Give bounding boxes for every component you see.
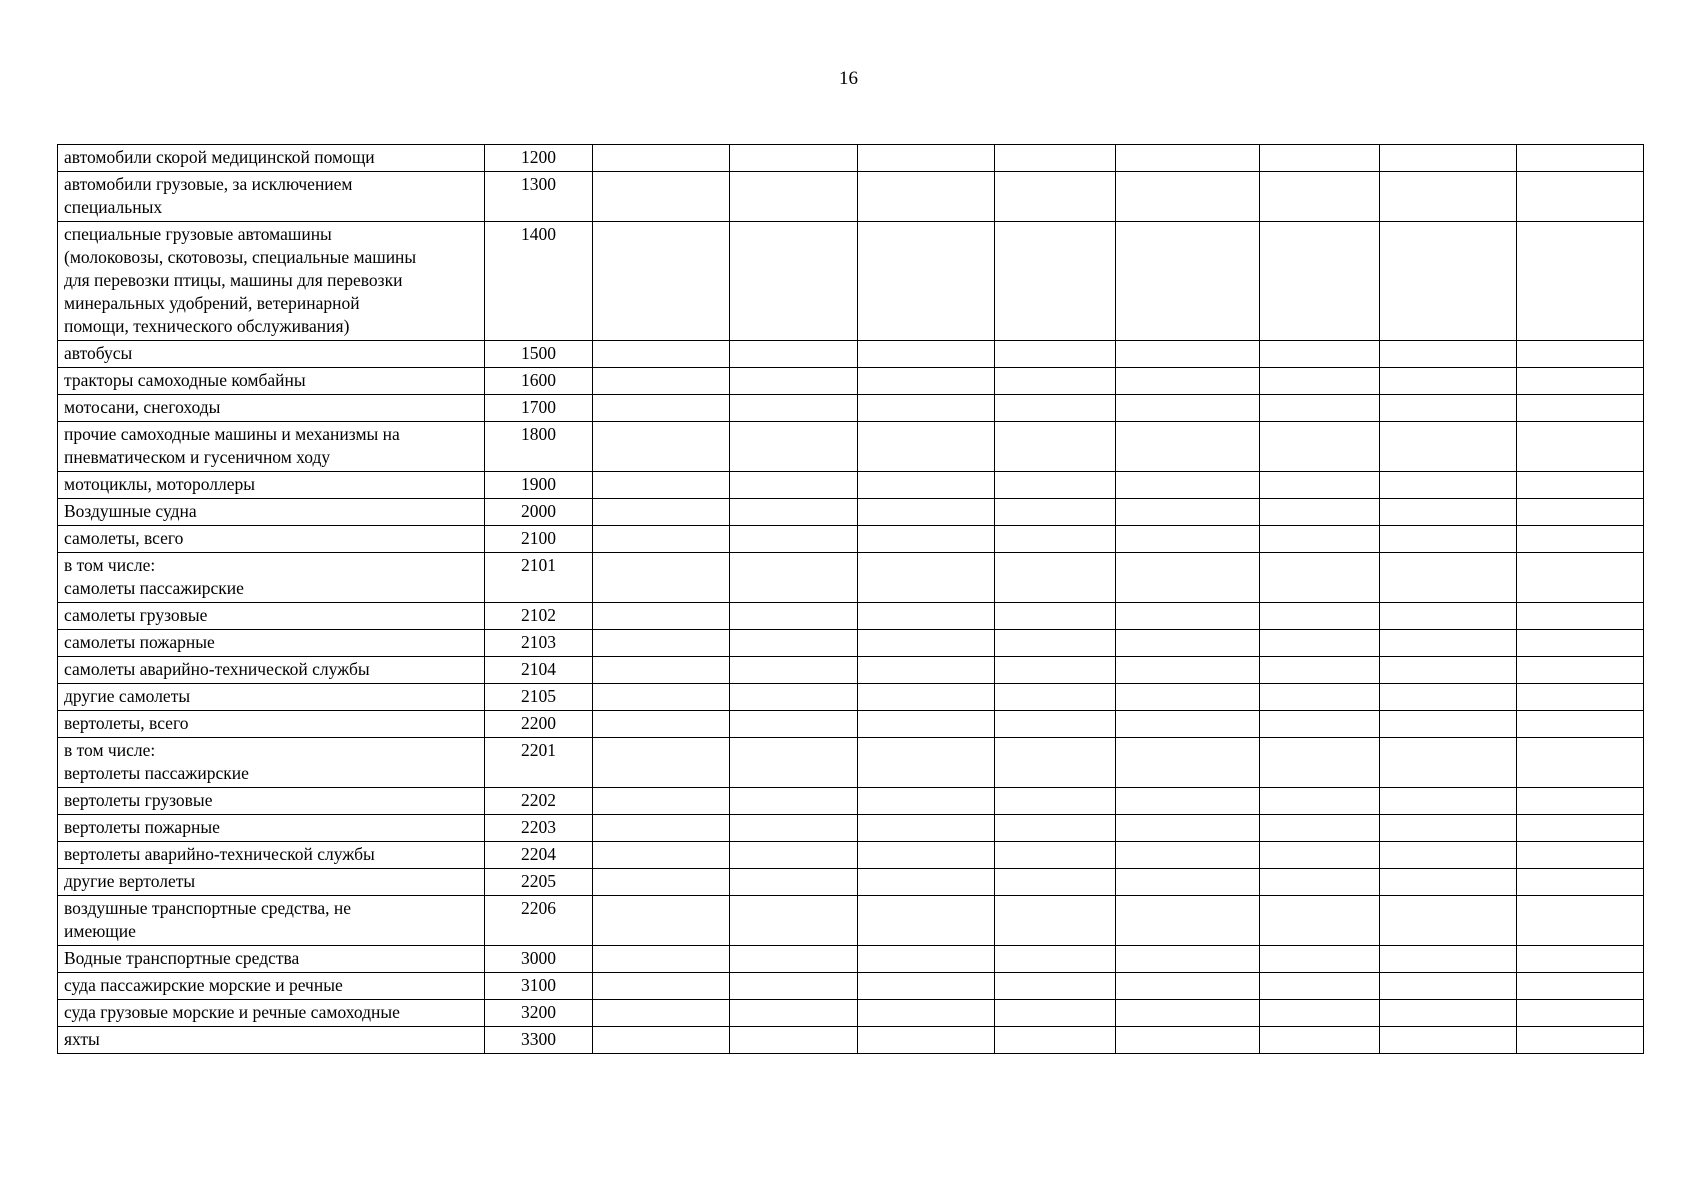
empty-value-cell bbox=[995, 472, 1116, 499]
row-code-cell: 3300 bbox=[485, 1027, 593, 1054]
empty-value-cell bbox=[730, 553, 858, 603]
empty-value-cell bbox=[593, 711, 730, 738]
row-code-cell: 1300 bbox=[485, 172, 593, 222]
empty-value-cell bbox=[593, 499, 730, 526]
table-row bbox=[58, 657, 1644, 684]
empty-value-cell bbox=[593, 172, 730, 222]
empty-value-cell bbox=[730, 657, 858, 684]
empty-value-cell bbox=[1380, 684, 1517, 711]
empty-value-cell bbox=[858, 657, 995, 684]
empty-value-cell bbox=[1517, 842, 1644, 869]
empty-value-cell bbox=[1517, 973, 1644, 1000]
row-code-cell: 1200 bbox=[485, 145, 593, 172]
empty-value-cell bbox=[730, 395, 858, 422]
row-name-cell: Водные транспортные средства bbox=[58, 946, 485, 973]
table-row bbox=[58, 553, 1644, 603]
empty-value-cell bbox=[1517, 896, 1644, 946]
empty-value-cell bbox=[1260, 395, 1380, 422]
row-name-cell: Воздушные судна bbox=[58, 499, 485, 526]
empty-value-cell bbox=[858, 553, 995, 603]
empty-value-cell bbox=[858, 684, 995, 711]
empty-value-cell bbox=[995, 1000, 1116, 1027]
empty-value-cell bbox=[1260, 1027, 1380, 1054]
empty-value-cell bbox=[1260, 341, 1380, 368]
empty-value-cell bbox=[1517, 788, 1644, 815]
row-code-cell: 2101 bbox=[485, 553, 593, 603]
row-code-cell: 2000 bbox=[485, 499, 593, 526]
empty-value-cell bbox=[1260, 684, 1380, 711]
empty-value-cell bbox=[1517, 1027, 1644, 1054]
empty-value-cell bbox=[1260, 711, 1380, 738]
empty-value-cell bbox=[730, 711, 858, 738]
empty-value-cell bbox=[730, 788, 858, 815]
empty-value-cell bbox=[1116, 896, 1260, 946]
empty-value-cell bbox=[1260, 145, 1380, 172]
empty-value-cell bbox=[858, 472, 995, 499]
empty-value-cell bbox=[593, 946, 730, 973]
empty-value-cell bbox=[1116, 341, 1260, 368]
empty-value-cell bbox=[1260, 526, 1380, 553]
empty-value-cell bbox=[1116, 946, 1260, 973]
empty-value-cell bbox=[1116, 395, 1260, 422]
empty-value-cell bbox=[1380, 842, 1517, 869]
empty-value-cell bbox=[1116, 869, 1260, 896]
row-name-cell: самолеты пожарные bbox=[58, 630, 485, 657]
empty-value-cell bbox=[730, 1000, 858, 1027]
empty-value-cell bbox=[730, 869, 858, 896]
empty-value-cell bbox=[730, 630, 858, 657]
empty-value-cell bbox=[1260, 815, 1380, 842]
empty-value-cell bbox=[593, 526, 730, 553]
empty-value-cell bbox=[1116, 973, 1260, 1000]
empty-value-cell bbox=[858, 815, 995, 842]
row-code-cell: 1400 bbox=[485, 222, 593, 341]
empty-value-cell bbox=[1517, 711, 1644, 738]
empty-value-cell bbox=[1260, 603, 1380, 630]
empty-value-cell bbox=[858, 788, 995, 815]
empty-value-cell bbox=[1517, 657, 1644, 684]
empty-value-cell bbox=[1380, 788, 1517, 815]
table-row bbox=[58, 395, 1644, 422]
row-code-cell: 1700 bbox=[485, 395, 593, 422]
row-name-cell: прочие самоходные машины и механизмы на пневматическом и гусеничном ходу bbox=[58, 422, 485, 472]
empty-value-cell bbox=[995, 973, 1116, 1000]
row-name-cell: самолеты, всего bbox=[58, 526, 485, 553]
page-number: 16 bbox=[839, 68, 858, 89]
empty-value-cell bbox=[1380, 1000, 1517, 1027]
table-row bbox=[58, 738, 1644, 788]
row-name-cell: суда пассажирские морские и речные bbox=[58, 973, 485, 1000]
table-row bbox=[58, 842, 1644, 869]
empty-value-cell bbox=[858, 526, 995, 553]
empty-value-cell bbox=[1116, 711, 1260, 738]
empty-value-cell bbox=[730, 145, 858, 172]
empty-value-cell bbox=[1380, 172, 1517, 222]
row-code-cell: 2103 bbox=[485, 630, 593, 657]
empty-value-cell bbox=[858, 1027, 995, 1054]
table-row bbox=[58, 603, 1644, 630]
table-body bbox=[58, 145, 1644, 1054]
empty-value-cell bbox=[730, 472, 858, 499]
empty-value-cell bbox=[858, 145, 995, 172]
table-row bbox=[58, 815, 1644, 842]
empty-value-cell bbox=[995, 815, 1116, 842]
empty-value-cell bbox=[858, 973, 995, 1000]
empty-value-cell bbox=[593, 1000, 730, 1027]
empty-value-cell bbox=[1380, 395, 1517, 422]
row-code-cell: 2204 bbox=[485, 842, 593, 869]
empty-value-cell bbox=[730, 684, 858, 711]
empty-value-cell bbox=[1116, 630, 1260, 657]
empty-value-cell bbox=[1380, 1027, 1517, 1054]
row-code-cell: 1800 bbox=[485, 422, 593, 472]
empty-value-cell bbox=[1116, 842, 1260, 869]
empty-value-cell bbox=[858, 395, 995, 422]
empty-value-cell bbox=[1517, 341, 1644, 368]
table-row bbox=[58, 422, 1644, 472]
empty-value-cell bbox=[593, 472, 730, 499]
empty-value-cell bbox=[1260, 1000, 1380, 1027]
empty-value-cell bbox=[995, 422, 1116, 472]
row-code-cell: 3200 bbox=[485, 1000, 593, 1027]
empty-value-cell bbox=[1517, 422, 1644, 472]
empty-value-cell bbox=[995, 1027, 1116, 1054]
empty-value-cell bbox=[995, 684, 1116, 711]
empty-value-cell bbox=[593, 657, 730, 684]
empty-value-cell bbox=[858, 499, 995, 526]
empty-value-cell bbox=[1380, 973, 1517, 1000]
empty-value-cell bbox=[1517, 684, 1644, 711]
empty-value-cell bbox=[1380, 526, 1517, 553]
empty-value-cell bbox=[1380, 368, 1517, 395]
empty-value-cell bbox=[1116, 368, 1260, 395]
empty-value-cell bbox=[1116, 657, 1260, 684]
empty-value-cell bbox=[858, 172, 995, 222]
empty-value-cell bbox=[995, 395, 1116, 422]
empty-value-cell bbox=[730, 222, 858, 341]
empty-value-cell bbox=[995, 869, 1116, 896]
empty-value-cell bbox=[593, 1027, 730, 1054]
row-code-cell: 2202 bbox=[485, 788, 593, 815]
empty-value-cell bbox=[1260, 973, 1380, 1000]
empty-value-cell bbox=[1116, 472, 1260, 499]
table-row bbox=[58, 145, 1644, 172]
empty-value-cell bbox=[730, 422, 858, 472]
empty-value-cell bbox=[730, 499, 858, 526]
row-name-cell: мотосани, снегоходы bbox=[58, 395, 485, 422]
row-name-cell: специальные грузовые автомашины (молоковозы, скотовозы, специальные машины для перевозки птицы, машины для перевозки минеральных удобрений, ветеринарной помощи, технического обслуживания) bbox=[58, 222, 485, 341]
empty-value-cell bbox=[1517, 145, 1644, 172]
empty-value-cell bbox=[858, 368, 995, 395]
empty-value-cell bbox=[1517, 630, 1644, 657]
empty-value-cell bbox=[1380, 657, 1517, 684]
row-code-cell: 1500 bbox=[485, 341, 593, 368]
empty-value-cell bbox=[593, 896, 730, 946]
empty-value-cell bbox=[730, 738, 858, 788]
empty-value-cell bbox=[1260, 630, 1380, 657]
empty-value-cell bbox=[858, 222, 995, 341]
empty-value-cell bbox=[1116, 422, 1260, 472]
empty-value-cell bbox=[995, 842, 1116, 869]
empty-value-cell bbox=[1116, 1000, 1260, 1027]
empty-value-cell bbox=[593, 842, 730, 869]
empty-value-cell bbox=[593, 869, 730, 896]
row-name-cell: самолеты грузовые bbox=[58, 603, 485, 630]
empty-value-cell bbox=[1517, 869, 1644, 896]
empty-value-cell bbox=[1517, 1000, 1644, 1027]
empty-value-cell bbox=[1517, 553, 1644, 603]
empty-value-cell bbox=[1260, 788, 1380, 815]
empty-value-cell bbox=[1517, 815, 1644, 842]
empty-value-cell bbox=[1116, 788, 1260, 815]
empty-value-cell bbox=[730, 973, 858, 1000]
empty-value-cell bbox=[995, 145, 1116, 172]
empty-value-cell bbox=[593, 788, 730, 815]
empty-value-cell bbox=[1116, 145, 1260, 172]
empty-value-cell bbox=[1116, 815, 1260, 842]
empty-value-cell bbox=[1380, 553, 1517, 603]
empty-value-cell bbox=[1380, 422, 1517, 472]
row-name-cell: вертолеты грузовые bbox=[58, 788, 485, 815]
row-code-cell: 3100 bbox=[485, 973, 593, 1000]
table-row bbox=[58, 526, 1644, 553]
empty-value-cell bbox=[858, 869, 995, 896]
empty-value-cell bbox=[858, 738, 995, 788]
empty-value-cell bbox=[730, 603, 858, 630]
empty-value-cell bbox=[1260, 172, 1380, 222]
empty-value-cell bbox=[593, 684, 730, 711]
table-row bbox=[58, 684, 1644, 711]
empty-value-cell bbox=[858, 946, 995, 973]
empty-value-cell bbox=[593, 222, 730, 341]
row-code-cell: 1900 bbox=[485, 472, 593, 499]
empty-value-cell bbox=[1517, 738, 1644, 788]
row-name-cell: другие вертолеты bbox=[58, 869, 485, 896]
empty-value-cell bbox=[858, 341, 995, 368]
row-name-cell: в том числе: вертолеты пассажирские bbox=[58, 738, 485, 788]
empty-value-cell bbox=[858, 1000, 995, 1027]
empty-value-cell bbox=[1380, 145, 1517, 172]
empty-value-cell bbox=[1380, 630, 1517, 657]
empty-value-cell bbox=[995, 222, 1116, 341]
empty-value-cell bbox=[1517, 526, 1644, 553]
empty-value-cell bbox=[1116, 738, 1260, 788]
empty-value-cell bbox=[1380, 222, 1517, 341]
empty-value-cell bbox=[1260, 553, 1380, 603]
row-name-cell: автомобили скорой медицинской помощи bbox=[58, 145, 485, 172]
row-name-cell: суда грузовые морские и речные самоходные bbox=[58, 1000, 485, 1027]
empty-value-cell bbox=[1116, 172, 1260, 222]
empty-value-cell bbox=[593, 973, 730, 1000]
empty-value-cell bbox=[730, 842, 858, 869]
table-row bbox=[58, 973, 1644, 1000]
empty-value-cell bbox=[1380, 711, 1517, 738]
row-code-cell: 2206 bbox=[485, 896, 593, 946]
empty-value-cell bbox=[1116, 222, 1260, 341]
empty-value-cell bbox=[995, 172, 1116, 222]
empty-value-cell bbox=[1517, 395, 1644, 422]
empty-value-cell bbox=[1260, 946, 1380, 973]
row-code-cell: 2104 bbox=[485, 657, 593, 684]
empty-value-cell bbox=[1517, 368, 1644, 395]
table-row bbox=[58, 499, 1644, 526]
empty-value-cell bbox=[1380, 341, 1517, 368]
table-row bbox=[58, 172, 1644, 222]
row-name-cell: вертолеты пожарные bbox=[58, 815, 485, 842]
row-name-cell: самолеты аварийно-технической службы bbox=[58, 657, 485, 684]
empty-value-cell bbox=[995, 499, 1116, 526]
table-row bbox=[58, 896, 1644, 946]
table-row bbox=[58, 1027, 1644, 1054]
row-code-cell: 3000 bbox=[485, 946, 593, 973]
empty-value-cell bbox=[858, 842, 995, 869]
table-row bbox=[58, 869, 1644, 896]
row-name-cell: автобусы bbox=[58, 341, 485, 368]
empty-value-cell bbox=[858, 422, 995, 472]
empty-value-cell bbox=[730, 172, 858, 222]
empty-value-cell bbox=[730, 896, 858, 946]
empty-value-cell bbox=[1380, 738, 1517, 788]
table-row bbox=[58, 711, 1644, 738]
empty-value-cell bbox=[1380, 869, 1517, 896]
empty-value-cell bbox=[1380, 896, 1517, 946]
empty-value-cell bbox=[1260, 222, 1380, 341]
row-name-cell: мотоциклы, мотороллеры bbox=[58, 472, 485, 499]
empty-value-cell bbox=[593, 341, 730, 368]
row-code-cell: 2205 bbox=[485, 869, 593, 896]
empty-value-cell bbox=[1517, 222, 1644, 341]
empty-value-cell bbox=[995, 553, 1116, 603]
table-row bbox=[58, 341, 1644, 368]
empty-value-cell bbox=[858, 630, 995, 657]
empty-value-cell bbox=[995, 711, 1116, 738]
row-name-cell: вертолеты аварийно-технической службы bbox=[58, 842, 485, 869]
empty-value-cell bbox=[593, 630, 730, 657]
table-row bbox=[58, 472, 1644, 499]
empty-value-cell bbox=[995, 788, 1116, 815]
empty-value-cell bbox=[593, 603, 730, 630]
empty-value-cell bbox=[1260, 657, 1380, 684]
empty-value-cell bbox=[995, 341, 1116, 368]
row-name-cell: яхты bbox=[58, 1027, 485, 1054]
empty-value-cell bbox=[1116, 553, 1260, 603]
table-row bbox=[58, 630, 1644, 657]
empty-value-cell bbox=[1517, 172, 1644, 222]
row-code-cell: 1600 bbox=[485, 368, 593, 395]
empty-value-cell bbox=[1260, 368, 1380, 395]
empty-value-cell bbox=[1116, 684, 1260, 711]
table-row bbox=[58, 1000, 1644, 1027]
empty-value-cell bbox=[995, 630, 1116, 657]
empty-value-cell bbox=[1380, 946, 1517, 973]
empty-value-cell bbox=[593, 368, 730, 395]
empty-value-cell bbox=[995, 526, 1116, 553]
table-row bbox=[58, 368, 1644, 395]
row-name-cell: воздушные транспортные средства, не имеющие bbox=[58, 896, 485, 946]
empty-value-cell bbox=[1116, 526, 1260, 553]
empty-value-cell bbox=[1380, 815, 1517, 842]
empty-value-cell bbox=[1260, 738, 1380, 788]
vehicle-table bbox=[57, 144, 1644, 1054]
empty-value-cell bbox=[1380, 472, 1517, 499]
empty-value-cell bbox=[995, 657, 1116, 684]
empty-value-cell bbox=[1260, 896, 1380, 946]
empty-value-cell bbox=[1116, 499, 1260, 526]
row-name-cell: вертолеты, всего bbox=[58, 711, 485, 738]
empty-value-cell bbox=[858, 896, 995, 946]
row-code-cell: 2200 bbox=[485, 711, 593, 738]
empty-value-cell bbox=[730, 815, 858, 842]
empty-value-cell bbox=[1260, 422, 1380, 472]
empty-value-cell bbox=[1260, 842, 1380, 869]
table-row bbox=[58, 222, 1644, 341]
empty-value-cell bbox=[593, 553, 730, 603]
empty-value-cell bbox=[730, 1027, 858, 1054]
row-name-cell: другие самолеты bbox=[58, 684, 485, 711]
empty-value-cell bbox=[995, 738, 1116, 788]
table-row bbox=[58, 788, 1644, 815]
empty-value-cell bbox=[1260, 499, 1380, 526]
empty-value-cell bbox=[593, 145, 730, 172]
empty-value-cell bbox=[995, 368, 1116, 395]
empty-value-cell bbox=[1260, 472, 1380, 499]
empty-value-cell bbox=[593, 815, 730, 842]
empty-value-cell bbox=[1260, 869, 1380, 896]
table-row bbox=[58, 946, 1644, 973]
row-name-cell: тракторы самоходные комбайны bbox=[58, 368, 485, 395]
empty-value-cell bbox=[730, 341, 858, 368]
empty-value-cell bbox=[1517, 603, 1644, 630]
empty-value-cell bbox=[1380, 603, 1517, 630]
row-code-cell: 2102 bbox=[485, 603, 593, 630]
empty-value-cell bbox=[858, 603, 995, 630]
empty-value-cell bbox=[1116, 603, 1260, 630]
empty-value-cell bbox=[593, 395, 730, 422]
empty-value-cell bbox=[1517, 946, 1644, 973]
empty-value-cell bbox=[730, 526, 858, 553]
empty-value-cell bbox=[1517, 472, 1644, 499]
row-code-cell: 2201 bbox=[485, 738, 593, 788]
empty-value-cell bbox=[593, 738, 730, 788]
empty-value-cell bbox=[995, 603, 1116, 630]
row-code-cell: 2100 bbox=[485, 526, 593, 553]
empty-value-cell bbox=[1517, 499, 1644, 526]
row-code-cell: 2203 bbox=[485, 815, 593, 842]
row-name-cell: автомобили грузовые, за исключением специальных bbox=[58, 172, 485, 222]
empty-value-cell bbox=[730, 368, 858, 395]
empty-value-cell bbox=[1380, 499, 1517, 526]
empty-value-cell bbox=[995, 896, 1116, 946]
empty-value-cell bbox=[593, 422, 730, 472]
empty-value-cell bbox=[858, 711, 995, 738]
row-code-cell: 2105 bbox=[485, 684, 593, 711]
empty-value-cell bbox=[730, 946, 858, 973]
row-name-cell: в том числе: самолеты пассажирские bbox=[58, 553, 485, 603]
empty-value-cell bbox=[995, 946, 1116, 973]
empty-value-cell bbox=[1116, 1027, 1260, 1054]
